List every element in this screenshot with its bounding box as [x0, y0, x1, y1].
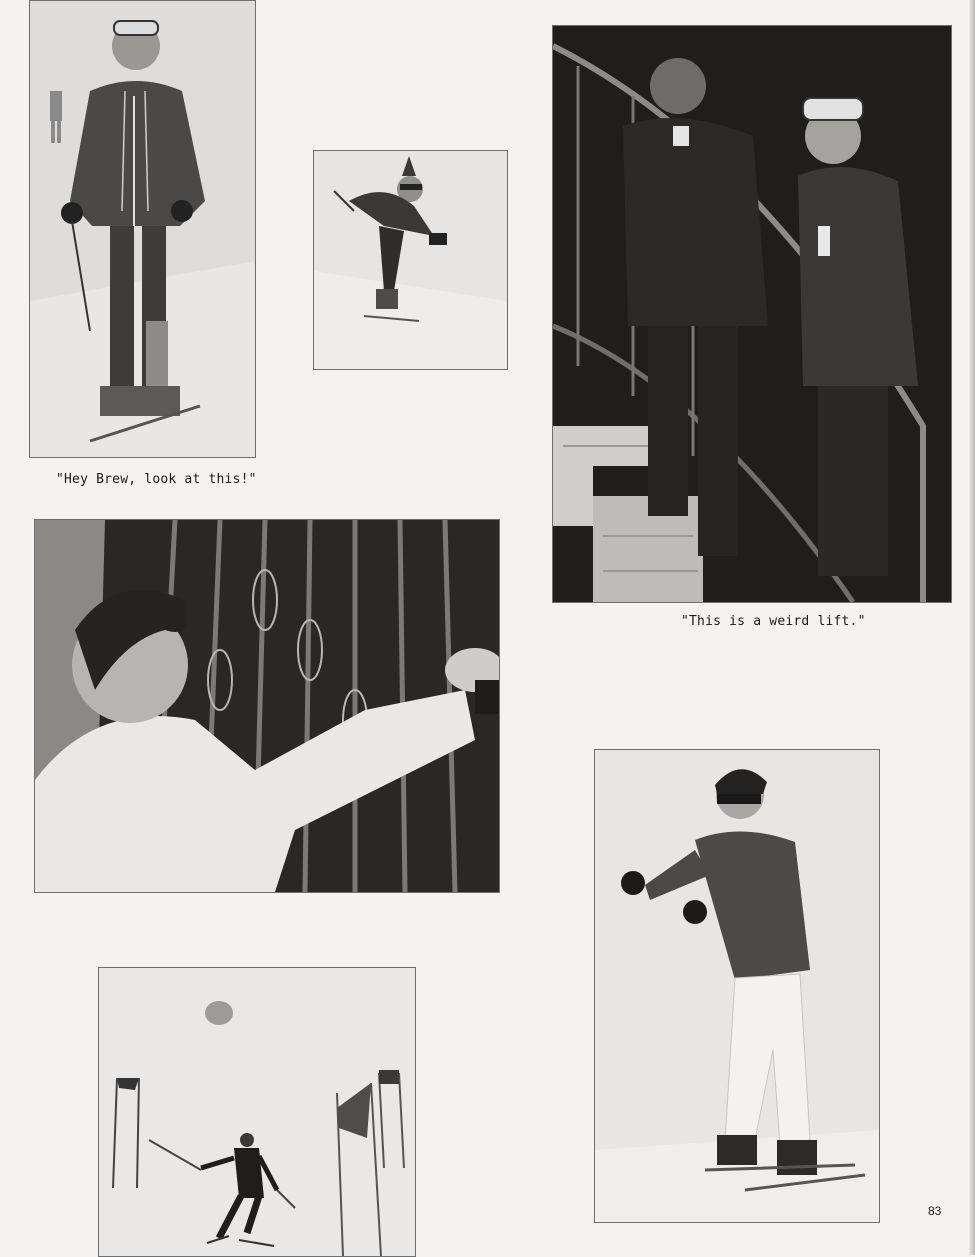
caption-hey-brew: "Hey Brew, look at this!" [56, 472, 257, 487]
photo-standing-skier [29, 0, 256, 458]
page-edge [969, 0, 975, 1255]
photo-slalom-skier [98, 967, 416, 1257]
photo-staircase-pair [552, 25, 952, 603]
page-number: 83 [928, 1204, 942, 1218]
photo-ski-rack [34, 519, 500, 893]
caption-weird-lift: "This is a weird lift." [681, 614, 866, 629]
photo-crouching-skier [313, 150, 508, 370]
photo-sunglasses-skier [594, 749, 880, 1223]
